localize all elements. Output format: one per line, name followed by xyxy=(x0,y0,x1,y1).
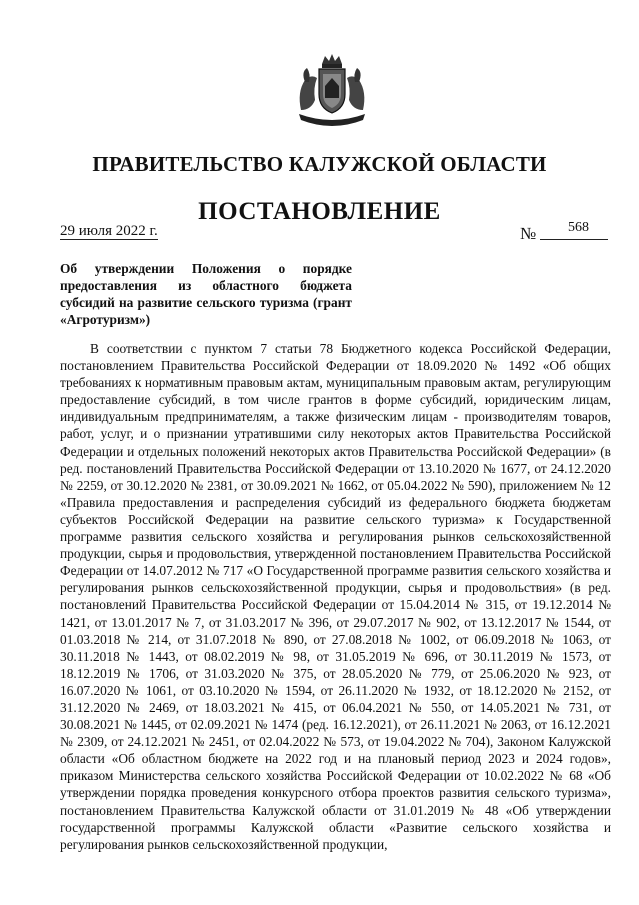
decree-subject: Об утверждении Положения о порядке предоставления из областного бюджета субсидий на развитие сельского туризма (грант «Агротуризм») xyxy=(60,261,352,327)
number-label: № xyxy=(520,224,537,243)
decree-body-paragraph: В соответствии с пунктом 7 статьи 78 Бюджетного кодекса Российской Федерации, постановлением Правительства Российской Федерации от 18.09.2020 № 1492 «Об общих требованиях к нормативным правовым актам, муниципальным правовым актам, регулирующим предоставление субсидий, в том числе грантов в форме субсидий, юридическим лицам, индивидуальным предпринимателям, а также физическим лицам - производителям товаров, работ, услуг, и о признании утратившими силу некоторых актов Правительства Российской Федерации и отдельных положений некоторых актов Правительства Российской Федерации» (в ред. постановлений Правительства Российской Федерации от 13.10.2020 № 1677, от 24.12.2020 № 2259, от 30.12.2020 № 2381, от 30.09.2021 № 1662, от 05.04.2022 № 590), приложением № 12 «Правила предоставления и распределения субсидий из федерального бюджета бюджетам субъектов Российской Федерации на развитие сельского туризма» к Государственной программе развития сельского хозяйства и регулирования рынков сельскохозяйственной продукции, сырья и продовольствия, утвержденной постановлением Правительства Российской Федерации от 14.07.2012 № 717 «О Государственной программе развития сельского хозяйства и регулирования рынков сельскохозяйственной продукции, сырья и продовольствия» (в ред. постановлений Правительства Российской Федерации от 15.04.2014 № 315, от 19.12.2014 № 1421, от 13.01.2017 № 7, от 31.03.2017 № 396, от 29.07.2017 № 902, от 13.12.2017 № 1544, от 01.03.2018 № 214, от 31.07.2018 № 890, от 27.08.2018 № 1002, от 06.09.2018 № 1063, от 30.11.2018 № 1443, от 08.02.2019 № 98, от 31.05.2019 № 696, от 30.11.2019 № 1573, от 18.12.2019 № 1706, от 31.03.2020 № 375, от 28.05.2020 № 779, от 25.06.2020 № 923, от 16.07.2020 № 1061, от 03.10.2020 № 1594, от 26.11.2020 № 1932, от 18.12.2020 № 2152, от 31.12.2020 № 2469, от 18.03.2021 № 415, от 06.04.2021 № 550, от 14.05.2021 № 731, от 30.08.2021 № 1445, от 02.09.2021 № 1474 (ред. 16.12.2021), от 26.11.2021 № 2063, от 16.12.2021 № 2309, от 24.12.2021 № 2451, от 02.04.2022 № 573, от 19.04.2022 № 704), Законом Калужской области «Об областном бюджете на 2022 год и на плановый период 2023 и 2024 годов», приказом Министерства сельского хозяйства Российской Федерации от 10.02.2022 № 68 «Об утверждении порядка проведения конкурсного отбора проектов развития сельского туризма», постановлением Правительства Калужской области от 31.01.2019 № 48 «Об утверждении государственной программы Калужской области «Развитие сельского хозяйства и регулирования рынков сельскохозяйственной продукции, xyxy=(60,341,611,852)
government-title: ПРАВИТЕЛЬСТВО КАЛУЖСКОЙ ОБЛАСТИ xyxy=(92,152,547,176)
number-underline xyxy=(540,239,608,240)
document-type-heading: ПОСТАНОВЛЕНИЕ xyxy=(198,198,441,225)
decree-number: 568 xyxy=(568,220,589,235)
coat-of-arms-icon xyxy=(287,52,377,132)
decree-date: 29 июля 2022 г. xyxy=(60,223,158,239)
